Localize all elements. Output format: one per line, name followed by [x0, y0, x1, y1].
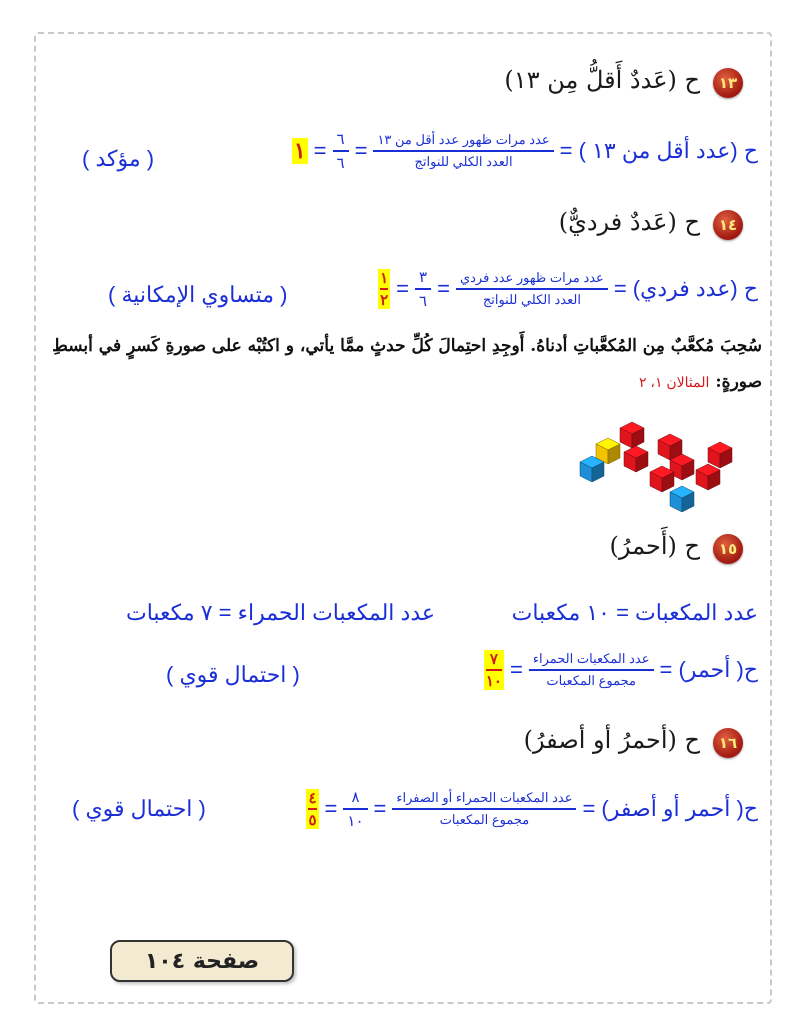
equation-lhs: ح (عدد أقل من ١٣ ) =: [559, 137, 758, 163]
red-cube: [696, 464, 720, 490]
probability-note: ( متساوي الإمكانية ): [108, 282, 288, 307]
result-denominator: ١٠: [485, 673, 502, 690]
equation-lhs: ح (عدد فردي) =: [613, 275, 758, 301]
equals-sign: =: [313, 137, 327, 163]
red-cube: [620, 422, 644, 448]
question-title: ح (أَحمرُ): [609, 532, 700, 560]
fraction-numerator: ٦: [336, 131, 345, 148]
fraction-denominator: العدد الكلي للنواتج: [414, 153, 513, 169]
equals-sign: =: [396, 275, 410, 301]
probability-note: ( احتمال قوي ): [166, 662, 300, 687]
result-highlight: [306, 789, 318, 829]
equals-sign: =: [324, 795, 338, 821]
fraction: [333, 130, 349, 172]
fraction: [392, 790, 576, 828]
instruction-text: صورةٍ:: [715, 372, 762, 392]
question-number: ١٥: [718, 540, 738, 558]
page-number-box: [110, 940, 294, 982]
question-number-badge: [713, 210, 743, 240]
fraction-numerator: عدد المكعبات الحمراء: [532, 651, 650, 667]
question-number-badge: [713, 534, 743, 564]
question-title: ح (عَددٌ أَقلُّ مِن ١٣): [504, 66, 700, 94]
equals-sign: =: [354, 137, 368, 163]
fraction-denominator: ١٠: [347, 812, 364, 830]
fraction-denominator: العدد الكلي للنواتج: [482, 291, 581, 307]
page-border: [34, 32, 772, 1004]
question-number: ١٦: [718, 734, 738, 752]
result-highlight: [378, 269, 390, 309]
page-number: صفحة ١٠٤: [144, 948, 260, 974]
question-number: ١٣: [718, 74, 738, 92]
equation-row: [484, 650, 758, 690]
fraction-numerator: عدد مرات ظهور عدد فردي: [459, 270, 604, 285]
fraction-numerator: ٣: [419, 269, 428, 286]
equation-lhs: ح( أحمر أو أصفر) =: [582, 795, 758, 821]
question-number-badge: [713, 728, 743, 758]
fraction-denominator: ٦: [419, 292, 428, 310]
equation-row: [378, 268, 758, 310]
result-denominator: ٢: [380, 291, 389, 309]
fraction-numerator: عدد المكعبات الحمراء أو الصفراء: [396, 790, 573, 805]
fraction: [415, 268, 431, 310]
red-cubes-count: عدد المكعبات الحمراء = ٧ مكعبات: [126, 600, 435, 625]
question-number: ١٤: [718, 216, 738, 234]
red-cube: [624, 446, 648, 472]
probability-note: ( مؤكد ): [82, 146, 155, 171]
question-title: ح (أحمرُ أو أصفرُ): [523, 726, 700, 754]
fraction-denominator: مجموع المكعبات: [439, 811, 530, 827]
result-numerator: ١: [380, 269, 389, 287]
total-cubes: عدد المكعبات = ١٠ مكعبات: [511, 600, 758, 625]
probability-note: ( احتمال قوي ): [72, 796, 206, 821]
blue-cube: [670, 486, 694, 512]
fraction: [456, 270, 608, 308]
fraction-denominator: مجموع المكعبات: [546, 672, 636, 688]
example-reference: المثالان ١، ٢: [639, 374, 710, 390]
instruction-line: [639, 372, 762, 392]
equals-sign: =: [373, 795, 387, 821]
fraction-bar: [308, 808, 316, 810]
equation-row: [306, 788, 758, 830]
fraction-numerator: ٨: [351, 789, 360, 806]
equals-sign: =: [510, 657, 523, 682]
fraction: [343, 788, 367, 830]
question-title: ح (عَددٌ فرديٌّ): [558, 208, 700, 236]
fraction-bar: [486, 669, 502, 671]
fraction-numerator: عدد مرات ظهور عدد أقل من ١٣: [377, 132, 550, 147]
result-denominator: ٥: [308, 811, 317, 829]
equals-sign: =: [437, 275, 450, 301]
red-cube: [708, 442, 732, 468]
fraction: [373, 132, 553, 170]
result-numerator: ٧: [489, 651, 498, 668]
fraction-denominator: ٦: [336, 154, 345, 172]
instruction-line: سُحِبَ مُكعَّبٌ مِن المُكعَّباتِ أدناهُ. أَوجِدِ احتِمالَ كُلِّ حدثٍ ممَّا يأتي، و اكتُبْه على صورةِ كَسرٍ في أبسطِ: [52, 336, 762, 356]
fraction-bar: [380, 288, 388, 290]
equation-row: [292, 130, 758, 172]
result-highlight: [484, 650, 504, 690]
fraction: [529, 651, 654, 689]
result-numerator: ٤: [308, 789, 317, 807]
question-number-badge: [713, 68, 743, 98]
cubes-illustration: [572, 416, 752, 516]
result-highlight: ١: [293, 137, 306, 163]
equation-lhs: ح( أحمر) =: [659, 657, 758, 682]
